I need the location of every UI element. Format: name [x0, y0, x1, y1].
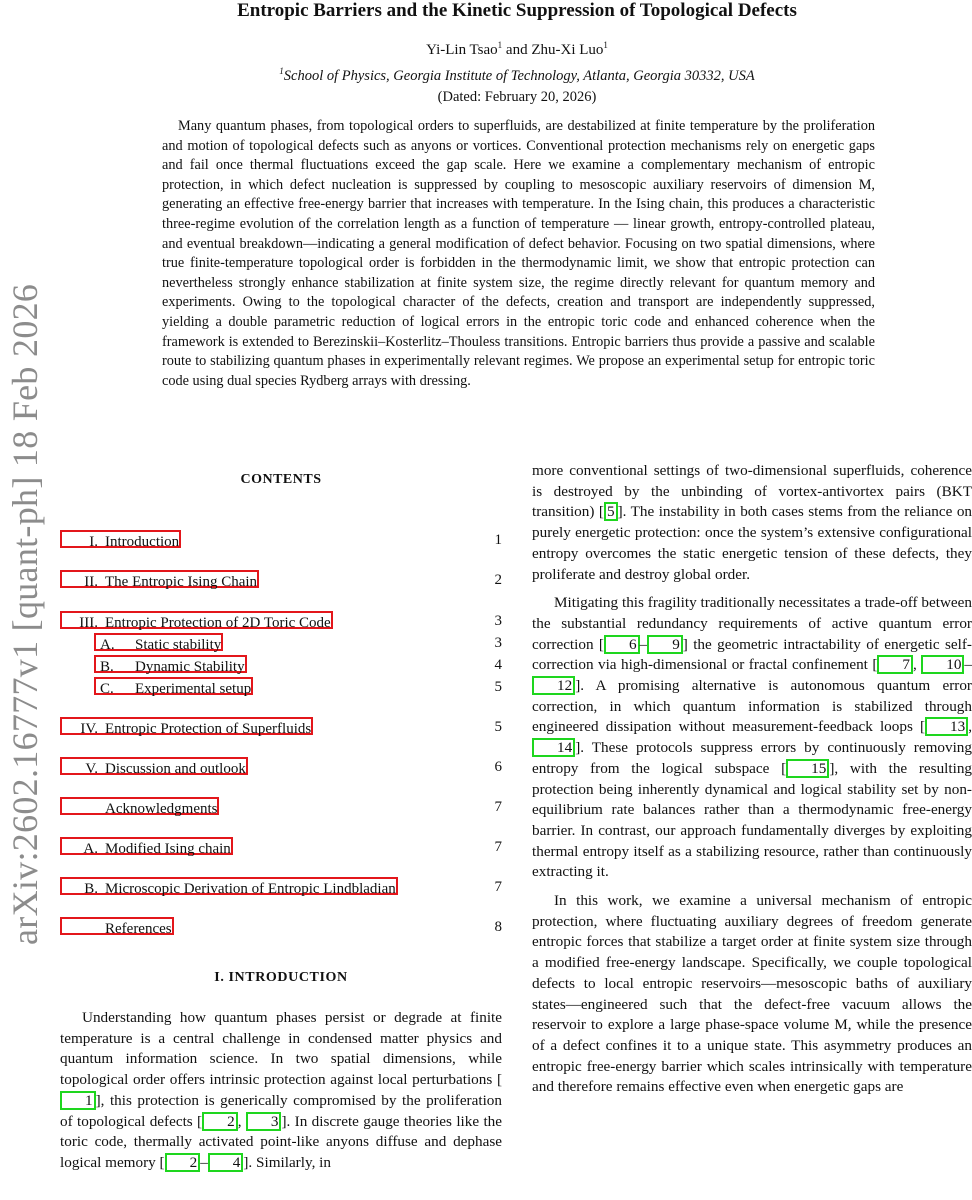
toc-entry-label: Experimental setup [135, 681, 252, 697]
toc-entry[interactable] [60, 530, 502, 552]
intro-paragraph-1-continued: more conventional settings of two-dimensional superfluids, coherence is destroyed by the unbinding of vortex-antivortex pairs (BKT transition) [ 5 ]. The instability in both cases stems from the reliance on purely energetic protection: once the system’s extensive configurational entropy overcomes the static energetic tension of these defects, they proliferate and destroy global order. [532, 462, 972, 583]
toc-page-number: 6 [494, 759, 502, 775]
toc-link[interactable] [60, 530, 181, 548]
author-conjunction: and [505, 42, 528, 58]
affiliation-marker: 1 [603, 40, 608, 50]
toc-page-number: 3 [494, 613, 502, 629]
toc-entry[interactable] [60, 917, 502, 939]
toc-link[interactable] [94, 655, 247, 673]
toc-entry-number: C. [100, 681, 114, 697]
citation-link[interactable]: 4 [208, 1153, 244, 1172]
affiliation-marker: 1 [279, 66, 284, 76]
toc-page-number: 3 [494, 635, 502, 651]
citation-link[interactable]: 12 [532, 676, 575, 695]
author-name: Zhu-Xi Luo [531, 42, 604, 58]
toc-link[interactable] [94, 633, 223, 651]
toc-entry[interactable] [60, 611, 502, 633]
toc-entry[interactable] [60, 717, 502, 739]
toc-heading: CONTENTS [240, 472, 322, 487]
toc-entry[interactable] [60, 797, 502, 819]
author-line [0, 42, 972, 59]
toc-entry-number: A. [100, 637, 115, 653]
toc-entry[interactable] [60, 633, 502, 655]
citation-link[interactable]: 13 [925, 717, 968, 736]
section-heading-introduction: I. INTRODUCTION [214, 970, 348, 985]
toc-link[interactable] [94, 677, 253, 695]
citation-link[interactable]: 6 [604, 635, 640, 654]
toc-page-number: 7 [494, 839, 502, 855]
author-name: Yi-Lin Tsao [426, 42, 498, 58]
toc-entry-number: IV. [80, 721, 98, 737]
intro-paragraph-1: Understanding how quantum phases persist or degrade at finite temperature is a central challenge in condensed matter physics and quantum information science. In two spatial dimensions, while topological order offers intrinsic protection against local perturbations [1 ], this protection is generically compromised by the proliferation of topological defects [ 2 , 3 ]. In discrete gauge theories like the toric code, thermally activated point-like anyons diffuse and dephase logical memory [ 2 – 4 ]. Similarly, in [60, 1009, 503, 1171]
toc-page-number: 7 [494, 799, 502, 815]
toc-link[interactable] [60, 611, 333, 629]
toc-link[interactable] [60, 797, 219, 815]
citation-link[interactable]: 14 [532, 738, 575, 757]
toc-link[interactable] [60, 757, 248, 775]
intro-paragraph-3: In this work, we examine a universal mechanism of entropic protection, where fluctuating auxiliary degrees of freedom generate entropic forces that stabilize a target order at finite system size through a modified free-energy landscape. Specifically, we couple topological defects to local entropic reservoirs—mesoscopic baths of auxiliary states—engineered such that the defect-free vacuum allows the reservoir to explore a large phase-space volume M, while the presence of a defect confines it to a unique state. This asymmetry produces an entropic free-energy barrier which scales intrinsically with temperature and therefore remains effective even when energetic gaps are [532, 892, 972, 1096]
toc-entry[interactable] [60, 757, 502, 779]
citation-link[interactable]: 2 [202, 1112, 238, 1131]
toc-entry-label: Microscopic Derivation of Entropic Lindbladian [105, 881, 396, 897]
toc-entry-label: Discussion and outlook [105, 761, 246, 777]
right-column [532, 461, 972, 1098]
toc-entry-number: B. [84, 881, 98, 897]
citation-link[interactable]: 1 [60, 1091, 96, 1110]
toc-entry[interactable] [60, 877, 502, 899]
toc-page-number: 5 [494, 719, 502, 735]
toc-page-number: 2 [494, 572, 502, 588]
toc-entry-label: Modified Ising chain [105, 841, 231, 857]
toc-page-number: 8 [494, 919, 502, 935]
left-column [60, 465, 503, 1171]
abstract: Many quantum phases, from topological orders to superfluids, are destabilized at finite temperature by the proliferation and motion of topological defects such as anyons or vortices. Conventional protection mechanisms rely on energetic gaps and fail once thermal fluctuations exceed the gap scale. Here we examine a complementary mechanism of entropic protection, in which defect nucleation is suppressed by coupling to mesoscopic auxiliary reservoirs of dimension M, generating an effective free-energy barrier that increases with temperature. In the Ising chain, this produces a characteristic three-regime evolution of the correlation length as a function of temperature — linear growth, entropy-controlled plateau, and eventual breakdown—indicating a general modification of defect behavior. Focusing on two spatial dimensions, where true finite-temperature topological order is forbidden in the thermodynamic limit, we show that entropic protection can nevertheless strongly enhance stabilization at finite system size, the regime directly relevant for quantum memory and experiments. Owing to the topological character of the defects, creation and transport are independently suppressed, yielding a double parametric reduction of logical errors in the entropic toric code and enhanced coherence when the framework is extended to Berezinskii–Kosterlitz–Thouless transitions. Entropic barriers thus provide a passive and scalable route to stabilizing quantum phases in experimentally relevant regimes. We propose an experimental setup for entropic toric code using dual species Rydberg arrays with dressing. [162, 118, 875, 389]
arxiv-identifier-stamp[interactable]: arXiv:2602.16777v1 [quant-ph] 18 Feb 2026 [5, 283, 45, 945]
toc-link[interactable] [60, 570, 259, 588]
citation-link[interactable]: 9 [647, 635, 683, 654]
citation-link[interactable]: 2 [165, 1153, 201, 1172]
toc-entry[interactable] [60, 655, 502, 677]
toc-link[interactable] [60, 837, 233, 855]
date-line: (Dated: February 20, 2026) [437, 89, 597, 105]
toc-entry-number: B. [100, 659, 114, 675]
toc-entry-label: The Entropic Ising Chain [105, 574, 258, 590]
intro-paragraph-2: Mitigating this fragility traditionally necessitates a trade-off between the substantial redundancy requirements of active quantum error correction [ 6 – 9 ] the geometric intractability of energetic self-correction via high-dimensional or fractal confinement [ 7 , 10 –12 ]. A promising alternative is autonomous quantum error correction, in which quantum information is stabilized through engineered dissipation without measurement-feedback loops [ 13 , 14 ]. These protocols suppress errors by continuously removing entropy from the logical subspace [ 15 ], with the resulting protection being inherently dynamical and logical stability set by non-equilibrium rate balances rather than a thermodynamic free-energy barrier. In contrast, our approach fundamentally diverges by exploiting thermal entropy itself as a stabilizing resource, rather than continuously extracting it. [532, 594, 972, 881]
toc-link[interactable] [60, 877, 398, 895]
citation-link[interactable]: 15 [786, 759, 829, 778]
toc-entry-number: V. [85, 761, 98, 777]
toc-page-number: 1 [494, 532, 502, 548]
affiliation-marker: 1 [497, 40, 503, 50]
toc-link[interactable] [60, 917, 174, 935]
toc-page-number: 4 [494, 657, 502, 673]
toc-page-number: 7 [494, 879, 502, 895]
toc-entry-number: A. [83, 841, 98, 857]
toc-entry-label: References [105, 921, 172, 937]
toc-entry-label: Entropic Protection of Superfluids [105, 721, 312, 737]
toc-entry-label: Dynamic Stability [135, 659, 245, 675]
citation-link[interactable]: 7 [877, 655, 913, 674]
citation-link[interactable]: 5 [604, 502, 618, 521]
citation-link[interactable]: 10 [921, 655, 964, 674]
toc-entry-number: II. [84, 574, 98, 590]
toc-link[interactable] [60, 717, 313, 735]
affiliation-text: School of Physics, Georgia Institute of Technology, Atlanta, Georgia 30332, USA [283, 68, 755, 84]
paper-title: Entropic Barriers and the Kinetic Suppression of Topological Defects [237, 0, 797, 21]
citation-link[interactable]: 3 [246, 1112, 282, 1131]
toc-entry[interactable] [60, 570, 502, 592]
toc-page-number: 5 [494, 679, 502, 695]
affiliation [0, 68, 972, 85]
toc-entry-label: Entropic Protection of 2D Toric Code [105, 615, 331, 631]
toc-entry[interactable] [60, 677, 502, 699]
toc-entry-label: Acknowledgments [105, 801, 218, 817]
toc-entry-number: III. [79, 615, 98, 631]
toc-entry-label: Introduction [105, 534, 180, 550]
toc-entry-number: I. [89, 534, 98, 550]
toc-entry-label: Static stability [135, 637, 222, 653]
toc-entry[interactable] [60, 837, 502, 859]
